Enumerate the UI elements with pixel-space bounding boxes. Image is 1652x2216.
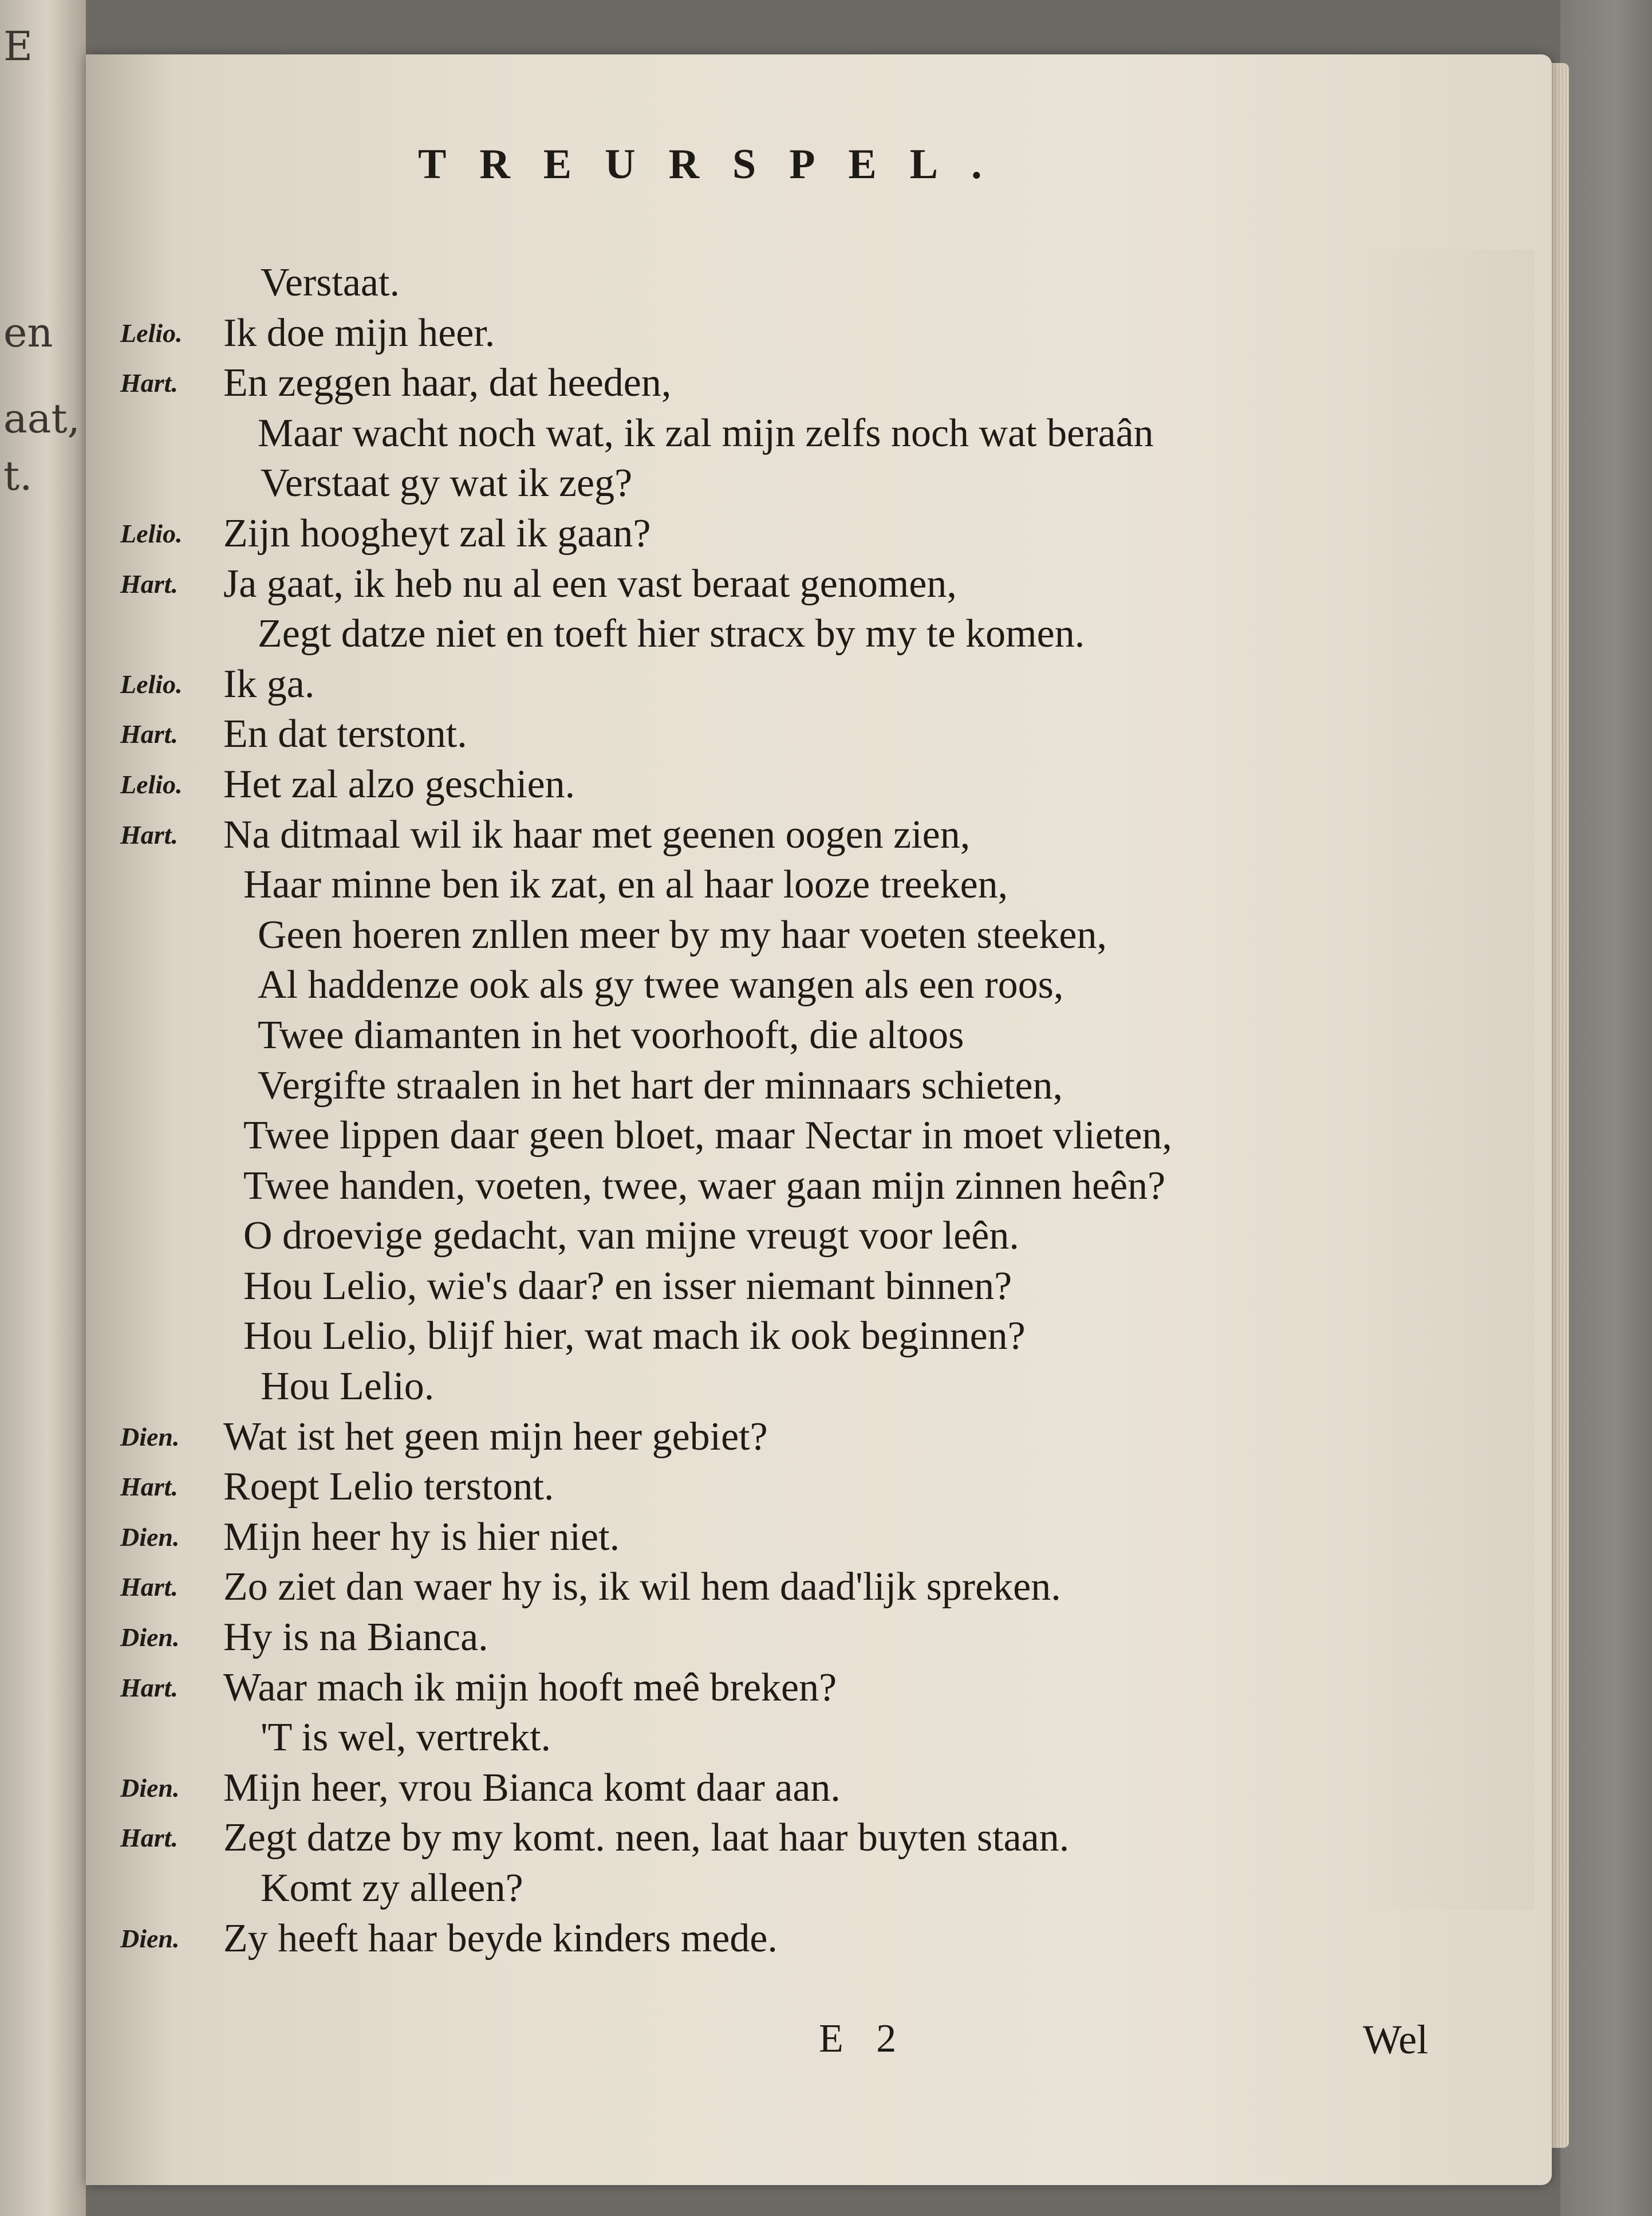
adjacent-page-fragment: aat, — [3, 395, 80, 442]
catchword: Wel — [1363, 2017, 1429, 2063]
verse-line — [86, 1111, 1517, 1161]
verse-line — [86, 1612, 1517, 1663]
verse-line — [86, 358, 1517, 408]
verse-text-line: Al haddenze ook als gy twee wangen als een roos, — [258, 963, 1064, 1007]
verse-text-line: Waar mach ik mijn hooft meê breken? — [223, 1665, 837, 1710]
verse-line — [86, 458, 1517, 509]
speaker-label: Hart. — [120, 719, 178, 749]
verse-line — [86, 1161, 1517, 1211]
speaker-label: Dien. — [120, 1623, 180, 1652]
speaker-label: Lelio. — [120, 518, 183, 548]
adjacent-page-fragment: E — [3, 23, 33, 70]
speaker-label: Hart. — [120, 820, 178, 849]
verse-line — [86, 860, 1517, 910]
verse-text-line: Hou Lelio, blijf hier, wat mach ik ook beginnen? — [243, 1314, 1026, 1359]
verse-line — [86, 960, 1517, 1010]
verse-line — [86, 308, 1517, 359]
speaker-label: Dien. — [120, 1522, 180, 1552]
verse-text-line: Hy is na Bianca. — [223, 1615, 488, 1660]
verse-text-line: Het zal alzo geschien. — [223, 762, 575, 806]
verse-line — [86, 709, 1517, 759]
verse-line — [86, 810, 1517, 860]
verse-line — [86, 1412, 1517, 1462]
verse-text-line: Zy heeft haar beyde kinders mede. — [223, 1916, 778, 1961]
verse-line — [86, 408, 1517, 459]
verse-text-line: Vergifte straalen in het hart der minnaars schieten, — [258, 1063, 1063, 1108]
verse-line — [86, 258, 1517, 308]
verse-line — [86, 1813, 1517, 1863]
verse-line — [86, 609, 1517, 659]
speaker-label: Hart. — [120, 1572, 178, 1602]
verse-text-line: En dat terstont. — [223, 712, 467, 757]
speaker-label: Dien. — [120, 1773, 180, 1802]
verse-line — [86, 1311, 1517, 1361]
verse-line — [86, 1763, 1517, 1813]
verse-line — [86, 1512, 1517, 1562]
verse-text-line: Ik ga. — [223, 662, 315, 706]
verse-text-line: Roept Lelio terstont. — [223, 1465, 554, 1509]
verse-text-line: En zeggen haar, dat heeden, — [223, 361, 672, 406]
adjacent-page-fragment: en — [3, 309, 53, 356]
speaker-label: Dien. — [120, 1422, 180, 1451]
adjacent-page-fragment: t. — [3, 452, 33, 499]
speaker-label: Lelio. — [120, 318, 183, 348]
verse-line — [86, 910, 1517, 961]
verse-text-line: Komt zy alleen? — [261, 1866, 523, 1910]
verse-text-line: Twee diamanten in het voorhooft, die altoos — [258, 1013, 964, 1057]
verse-text-line: Zo ziet dan waer hy is, ik wil hem daad'lijk spreken. — [223, 1565, 1061, 1609]
verse-line — [86, 1010, 1517, 1061]
adjacent-page-edge — [0, 0, 86, 2216]
verse-text-line: Verstaat gy wat ik zeg? — [261, 461, 633, 506]
verse-text-line: Zegt datze by my komt. neen, laat haar buyten staan. — [223, 1816, 1070, 1860]
speaker-label: Hart. — [120, 1672, 178, 1702]
verse-text-line: Ik doe mijn heer. — [223, 310, 495, 355]
speaker-label: Hart. — [120, 569, 178, 599]
verse-text-line: Zijn hoogheyt zal ik gaan? — [223, 511, 651, 556]
verse-line — [86, 1211, 1517, 1261]
verse-text-line: Haar minne ben ik zat, en al haar looze treeken, — [243, 863, 1008, 907]
speaker-label: Hart. — [120, 1472, 178, 1502]
verse-text-line: 'T is wel, vertrekt. — [261, 1715, 551, 1760]
verse-line — [86, 1462, 1517, 1512]
verse-line — [86, 1361, 1517, 1412]
verse-line — [86, 1713, 1517, 1763]
verse-text-line: Na ditmaal wil ik haar met geenen oogen zien, — [223, 812, 971, 857]
book-page — [86, 54, 1552, 2185]
verse-line — [86, 1663, 1517, 1713]
verse-text-line: Mijn heer, vrou Bianca komt daar aan. — [223, 1765, 841, 1810]
verse-text-line: Zegt datze niet en toeft hier stracx by my te komen. — [258, 612, 1085, 656]
verse-text-line: Mijn heer hy is hier niet. — [223, 1514, 620, 1559]
speaker-label: Lelio. — [120, 769, 183, 799]
verse-text-line: Maar wacht noch wat, ik zal mijn zelfs noch wat beraân — [258, 411, 1154, 455]
verse-line — [86, 1562, 1517, 1612]
verse-line — [86, 1061, 1517, 1111]
verse-line — [86, 1261, 1517, 1312]
speaker-label: Hart. — [120, 368, 178, 398]
verse-line — [86, 1914, 1517, 1964]
verse-text-line: Twee handen, voeten, twee, waer gaan mijn zinnen heên? — [243, 1163, 1166, 1208]
background-cloth — [1560, 0, 1652, 2216]
verse-line — [86, 659, 1517, 710]
verse-text-line: Verstaat. — [261, 261, 400, 305]
running-head: TREURSPEL. — [418, 141, 1015, 188]
verse-line — [86, 759, 1517, 810]
verse-text-line: Wat ist het geen mijn heer gebiet? — [223, 1414, 768, 1459]
verse-line — [86, 1863, 1517, 1914]
speaker-label: Hart. — [120, 1823, 178, 1853]
verse-text-line: Ja gaat, ik heb nu al een vast beraat genomen, — [223, 561, 957, 606]
verse-text — [86, 258, 1517, 1963]
signature-mark: E 2 — [819, 2017, 908, 2061]
verse-text-line: Geen hoeren znllen meer by my haar voeten steeken, — [258, 912, 1107, 957]
verse-line — [86, 509, 1517, 559]
speaker-label: Lelio. — [120, 669, 183, 699]
verse-text-line: O droevige gedacht, van mijne vreugt voor leên. — [243, 1214, 1019, 1258]
verse-text-line: Hou Lelio. — [261, 1364, 435, 1409]
verse-text-line: Twee lippen daar geen bloet, maar Nectar in moet vlieten, — [243, 1113, 1172, 1158]
speaker-label: Dien. — [120, 1923, 180, 1953]
verse-text-line: Hou Lelio, wie's daar? en isser niemant binnen? — [243, 1264, 1012, 1308]
verse-line — [86, 559, 1517, 609]
